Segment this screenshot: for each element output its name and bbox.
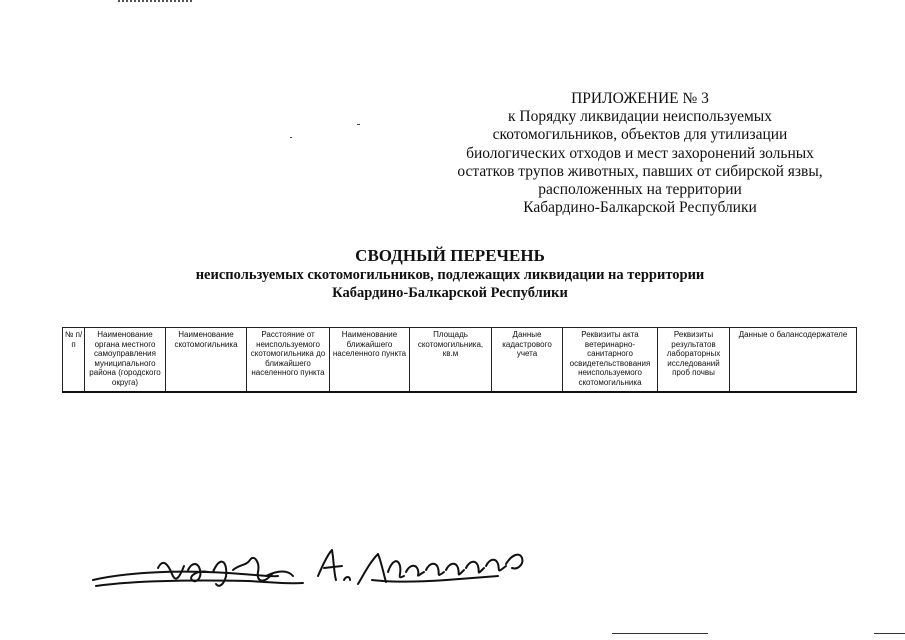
appendix-line: к Порядку ликвидации неиспользуемых [508, 108, 772, 126]
appendix-line: расположенных на территории [538, 181, 742, 199]
summary-table [62, 327, 856, 395]
appendix-line: остатков трупов животных, павших от сибирской язвы, [457, 162, 823, 180]
column-header-area: Площадь скотомогильника, кв.м [410, 328, 492, 392]
column-header-municipality: Наименование органа местного самоуправления муниципального района (городского округа) [85, 328, 166, 392]
scan-speck [290, 137, 292, 138]
appendix-number: ПРИЛОЖЕНИЕ № 3 [571, 90, 709, 107]
column-header-vet-act: Реквизиты акта ветеринарно-санитарного освидетельствования неиспользуемого скотомогильника [563, 328, 658, 392]
column-header-number: № п/п [63, 328, 85, 392]
title-main: СВОДНЫЙ ПЕРЕЧЕНЬ [355, 246, 545, 265]
bottom-underline [874, 633, 905, 634]
column-header-lab-results: Реквизиты результатов лабораторных исследований проб почвы [658, 328, 730, 392]
table-header-row [63, 328, 857, 392]
title-subtitle: неиспользуемых скотомогильников, подлежащих ликвидации на территории [195, 267, 705, 283]
column-header-balance-holder: Данные о балансодержателе [730, 328, 857, 392]
appendix-header [430, 90, 850, 217]
table-body-rule [63, 392, 857, 395]
appendix-line: биологических отходов и мест захоронений зольных [466, 144, 814, 162]
column-header-distance: Расстояние от неиспользуемого скотомогильника до ближайшего населенного пункта [247, 328, 330, 392]
document-title [100, 246, 800, 302]
column-header-burial-name: Наименование скотомогильника [166, 328, 247, 392]
appendix-line: скотомогильников, объектов для утилизации [492, 126, 788, 144]
scan-speck [357, 124, 360, 125]
column-header-cadastre: Данные кадастрового учета [492, 328, 563, 392]
title-subtitle: Кабардино-Балкарской Республики [332, 285, 568, 301]
bottom-underline [612, 633, 708, 634]
column-header-settlement: Наименование ближайшего населенного пункта [330, 328, 410, 392]
scan-artifact-mark [118, 0, 192, 5]
handwritten-signature [88, 540, 538, 610]
appendix-line: Кабардино-Балкарской Республики [523, 199, 757, 217]
